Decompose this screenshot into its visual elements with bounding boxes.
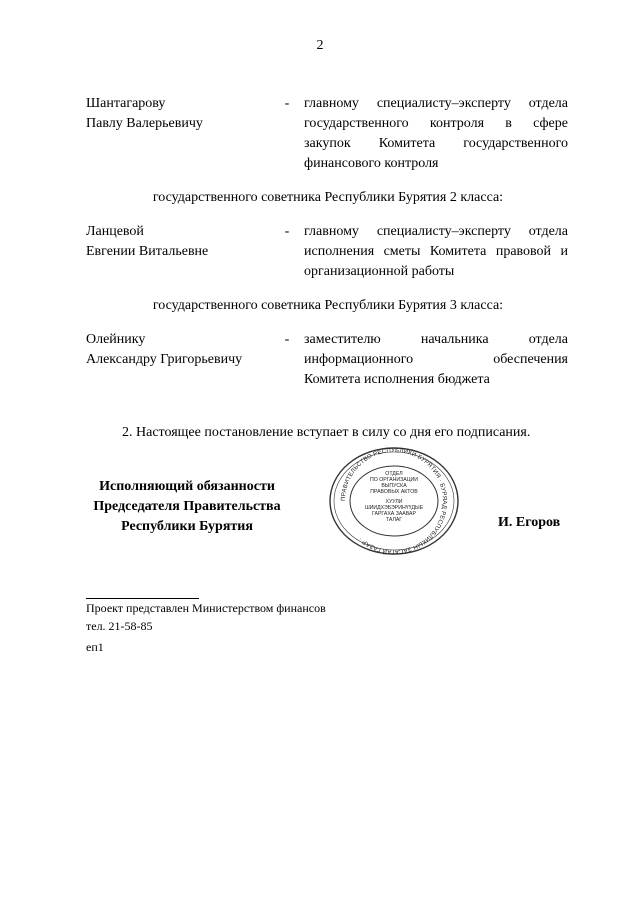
position-line: закупок Комитета государственного (304, 136, 568, 151)
rank-heading: государственного советника Республики Бурятия 3 класса: (152, 298, 504, 313)
seal-outer-text: ПРАВИТЕЛЬСТВО РЕСПУБЛИКИ БУРЯТИЯ · БУРЯАД РЕСПУБЛИКЫН ЗАСАГАЙ ГАЗАР · (340, 447, 448, 555)
position-line: финансового контроля (304, 156, 439, 171)
seal-inner-line: ХУУЛИ (385, 499, 403, 505)
name-line: Евгении Витальевне (86, 244, 209, 259)
position-line: исполнения сметы Комитета правовой и (304, 244, 568, 259)
signatory-title (80, 477, 294, 537)
position-line: организационной работы (304, 264, 455, 279)
name-line: Шантагарову (86, 96, 166, 111)
footer-code: еп1 (86, 640, 104, 654)
signatory-title-line: Председателя Правительства (93, 499, 281, 514)
paragraph-2: 2. Настоящее постановление вступает в силу со дня его подписания. (122, 425, 531, 440)
footer-divider (86, 598, 199, 599)
position-line: главному специалисту–эксперту отдела (304, 224, 568, 239)
seal-inner-line: ШИИДХЭБЭРИНҮҮДЫЕ (364, 505, 424, 511)
dash: - (284, 96, 290, 111)
seal-inner-line: ПО ОРГАНИЗАЦИИ (370, 477, 418, 483)
rank-heading: государственного советника Республики Бурятия 2 класса: (152, 190, 504, 205)
name-line: Олейнику (86, 332, 146, 347)
position-text (304, 222, 568, 282)
signatory-name: И. Егоров (498, 515, 561, 530)
person-name (86, 94, 286, 134)
dash: - (284, 224, 290, 239)
seal-inner-line: ГАРГАХА ЗААВАР (372, 511, 416, 517)
position-line: главному специалисту–эксперту отдела (304, 96, 568, 111)
position-line: информационного обеспечения (304, 352, 568, 367)
name-line: Ланцевой (86, 224, 144, 239)
dash: - (284, 332, 290, 347)
position-text (304, 94, 568, 174)
name-line: Павлу Валерьевичу (86, 116, 203, 131)
position-line: Комитета исполнения бюджета (304, 372, 490, 387)
seal-inner-line: ПРАВОВЫХ АКТОВ (370, 489, 418, 495)
signatory-title-line: Исполняющий обязанности (99, 479, 275, 494)
seal-inner-line: ТАЛАГ (385, 517, 403, 523)
position-text (304, 330, 568, 390)
footer-phone: тел. 21-58-85 (86, 619, 153, 633)
official-seal (326, 446, 462, 556)
position-line: государственного контроля в сфере (304, 116, 568, 131)
seal-inner-line: ВЫПУСКА (381, 483, 407, 489)
name-line: Александру Григорьевичу (86, 352, 243, 367)
page-number: 2 (316, 38, 324, 53)
seal-inner-line: ОТДЕЛ (385, 471, 403, 477)
person-name (86, 222, 286, 262)
person-name (86, 330, 286, 370)
signatory-title-line: Республики Бурятия (121, 519, 253, 534)
position-line: заместителю начальника отдела (304, 332, 568, 347)
footer-prepared-by: Проект представлен Министерством финансов (86, 601, 326, 615)
